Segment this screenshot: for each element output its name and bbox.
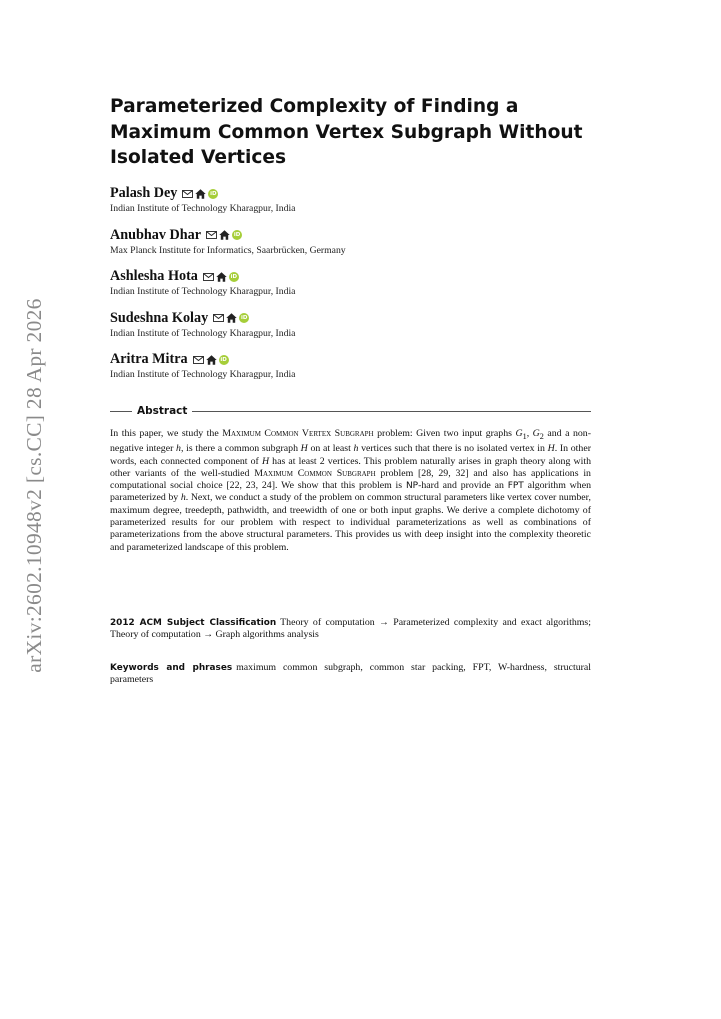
- home-icon[interactable]: [216, 272, 227, 282]
- keywords-text: maximum common subgraph, common star packing, FPT, W-hardness, structural parameters: [110, 662, 591, 686]
- problem-name: Maximum Common Vertex Subgraph: [222, 428, 374, 439]
- keywords: [110, 662, 591, 687]
- author-icons: [182, 189, 218, 199]
- author-affiliation: Indian Institute of Technology Kharagpur, India: [110, 369, 296, 381]
- author-name: Palash Dey: [110, 185, 178, 201]
- author-icons: [213, 313, 249, 323]
- mail-icon[interactable]: [193, 356, 204, 364]
- arxiv-identifier-stamp: [14, 297, 54, 673]
- home-icon[interactable]: [226, 313, 237, 323]
- home-icon[interactable]: [219, 230, 230, 240]
- author-icons: [193, 355, 229, 365]
- mail-icon[interactable]: [203, 273, 214, 281]
- author-affiliation: Indian Institute of Technology Kharagpur, India: [110, 286, 296, 298]
- acm-text: Theory of computation → Parameterized complexity and exact algorithms; Theory of computation → Graph algorithms analysis: [110, 617, 592, 641]
- orcid-icon[interactable]: [219, 355, 229, 365]
- abstract-text: In this paper, we study the Maximum Common Vertex Subgraph problem: Given two input graphs $G_1$, $G_2$ and a non-negative integer h, is there a common subgraph H on at least h vertices such that there is no isolated vertex in H. In other words, each connected component of H has at least 2 vertices. This problem naturally arises in graph theory along with other variants of the well-studied Maximum Common Subgraph problem [28, 29, 32] and also has applications in computational social choice [22, 23, 24]. We show that this problem is NP-hard and provide an FPT algorithm when parameterized by h. Next, we conduct a study of the problem on common structural parameters like vertex cover number, maximum degree, treedepth, pathwidth, and treewidth of one or both input graphs. We derive a complete dichotomy of parameterized results for our problem with respect to individual parameterizations as well as combinations of parameterizations from the above structural parameters. This provides us with deep insight into the complexity theoretic and parameterized landscape of this problem.: [110, 428, 592, 553]
- author-block: [110, 227, 600, 269]
- problem-name: Maximum Common Subgraph: [254, 467, 376, 479]
- keywords-label: Keywords and phrases: [110, 663, 233, 673]
- author-name: Sudeshna Kolay: [110, 309, 209, 326]
- orcid-icon[interactable]: [239, 313, 249, 323]
- author-icons: [203, 272, 239, 282]
- author-list: [110, 185, 600, 393]
- orcid-icon[interactable]: [208, 189, 218, 199]
- arxiv-id: arXiv:2602.10948v2 [cs.CC] 28 Apr 2026: [21, 297, 46, 673]
- home-icon[interactable]: [206, 355, 217, 365]
- orcid-icon[interactable]: [229, 272, 239, 282]
- divider-line: [192, 411, 591, 412]
- author-block: [110, 268, 600, 310]
- author-name: Anubhav Dhar: [110, 226, 202, 243]
- abstract-heading: Abstract: [137, 405, 188, 417]
- abstract-divider: [110, 404, 591, 418]
- home-icon[interactable]: [195, 189, 206, 199]
- orcid-icon[interactable]: [232, 230, 242, 240]
- author-affiliation: Max Planck Institute for Informatics, Saarbrücken, Germany: [110, 244, 346, 256]
- mail-icon[interactable]: [213, 314, 224, 322]
- author-name: Ashlesha Hota: [110, 268, 198, 285]
- mail-icon[interactable]: [206, 231, 217, 239]
- author-block: [110, 310, 600, 352]
- author-affiliation: Indian Institute of Technology Kharagpur, India: [110, 203, 296, 214]
- divider-line: [110, 411, 132, 412]
- acm-classification: [110, 617, 591, 642]
- author-block: [110, 185, 600, 227]
- author-icons: [206, 230, 242, 240]
- mail-icon[interactable]: [182, 190, 193, 198]
- author-block: [110, 351, 600, 393]
- paper-title: Parameterized Complexity of Finding a Maximum Common Vertex Subgraph Without Isolated Vertices: [110, 96, 583, 168]
- author-affiliation: Indian Institute of Technology Kharagpur, India: [110, 327, 296, 339]
- author-name: Aritra Mitra: [110, 351, 188, 368]
- acm-label: 2012 ACM Subject Classification: [110, 618, 277, 628]
